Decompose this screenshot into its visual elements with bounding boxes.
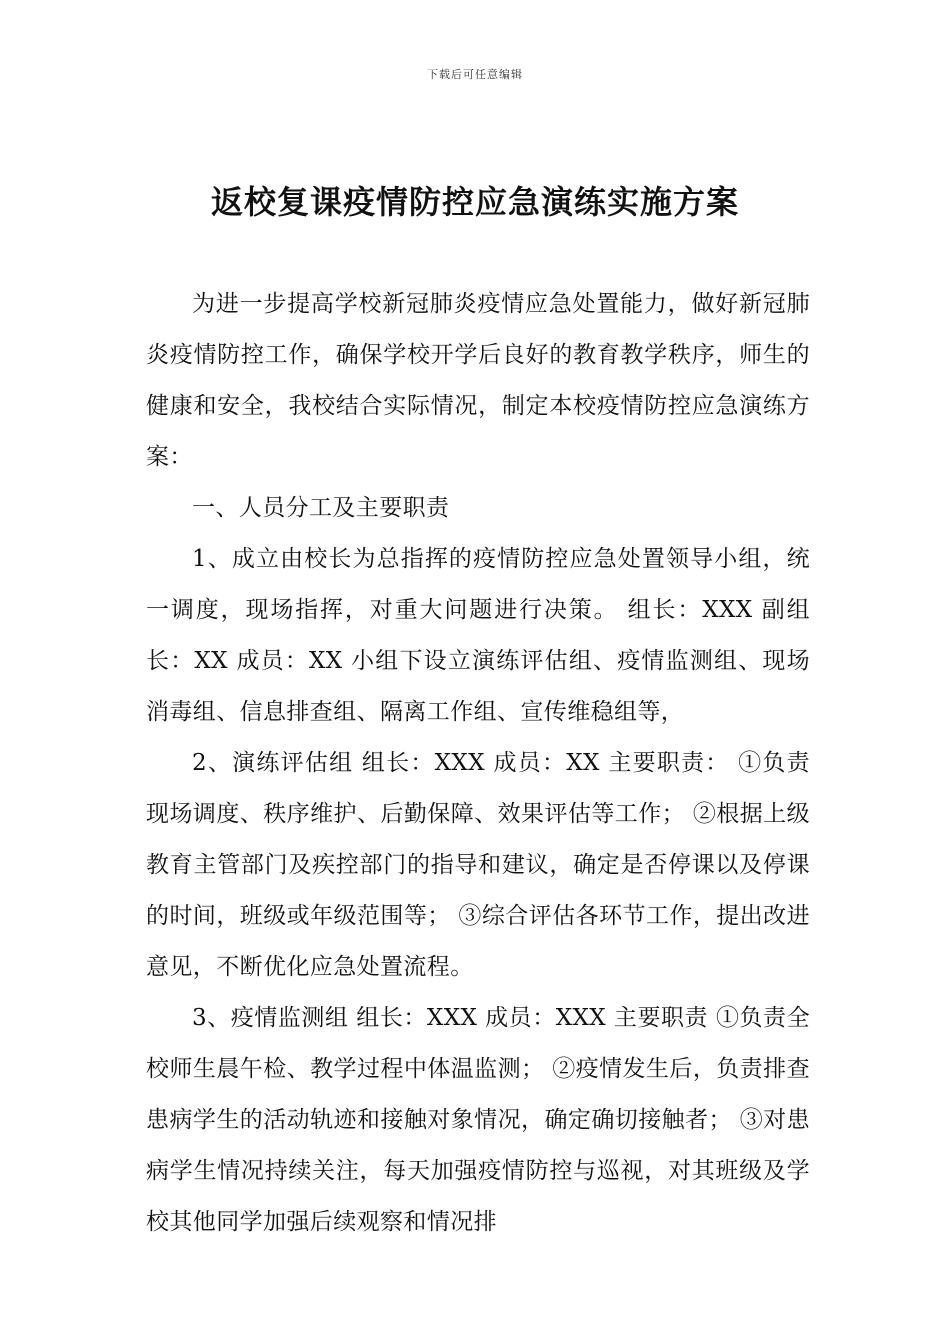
document-body bbox=[146, 279, 810, 1248]
document-title: 返校复课疫情防控应急演练实施方案 bbox=[210, 183, 739, 221]
section-heading: 一、人员分工及主要职责 bbox=[192, 495, 450, 521]
item-2-paragraph: 2、演练评估组 组长：XXX 成员：XX 主要职责： ①负责现场调度、秩序维护、后勤保障、效果评估等工作； ②根据上级教育主管部门及疾控部门的指导和建议，确定是否停课以及停课的时间，班级或年级范围等； ③综合评估各环节工作，提出改进意见，不断优化应急处置流程。 bbox=[146, 750, 810, 980]
header-note: 下载后可任意编辑 bbox=[427, 68, 523, 81]
item-1-paragraph: 1、成立由校长为总指挥的疫情防控应急处置领导小组，统一调度，现场指挥，对重大问题进行决策。 组长：XXX 副组长：XX 成员：XX 小组下设立演练评估组、疫情监测组、现场消毒组、信息排查组、隔离工作组、宣传维稳组等， bbox=[146, 546, 810, 725]
intro-paragraph: 为进一步提高学校新冠肺炎疫情应急处置能力，做好新冠肺炎疫情防控工作，确保学校开学后良好的教育教学秩序，师生的健康和安全，我校结合实际情况，制定本校疫情防控应急演练方案： bbox=[146, 291, 810, 470]
item-3-paragraph: 3、疫情监测组 组长：XXX 成员：XXX 主要职责 ①负责全校师生晨午检、教学过程中体温监测； ②疫情发生后，负责排查患病学生的活动轨迹和接触对象情况，确定确切接触者； ③对患病学生情况持续关注，每天加强疫情防控与巡视，对其班级及学校其他同学加强后续观察和情况排 bbox=[146, 1005, 810, 1235]
